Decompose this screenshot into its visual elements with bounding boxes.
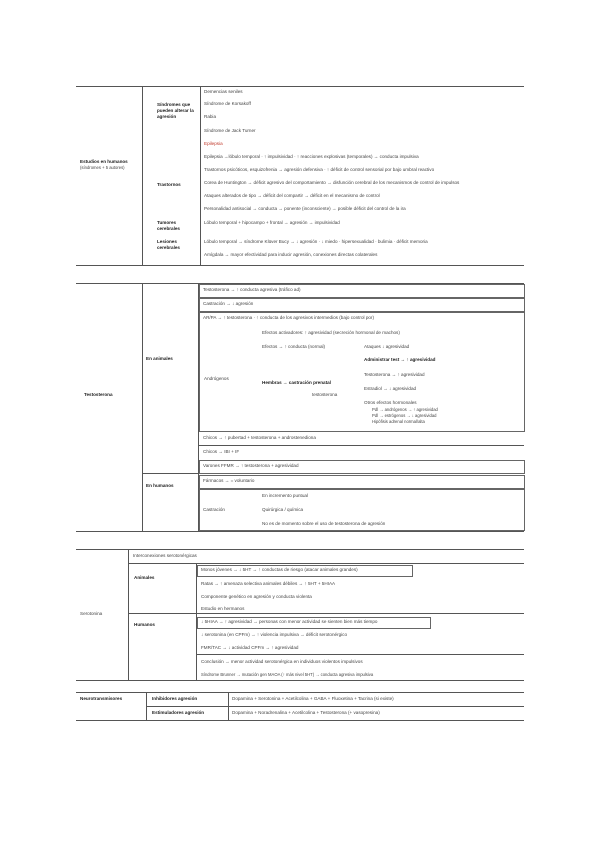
- sec3-animal-row-text: Estudio en hermanos: [201, 606, 245, 611]
- sec1-root-sub: (síndromes + 5 autores): [80, 165, 125, 170]
- sec3-intro: Interconexiones serotonérgicas: [133, 553, 197, 558]
- sec3-human-row-text: ↓ serotonina (en CPFm) → ↑ violencia impulsiva → déficit serotonérgico: [201, 632, 348, 637]
- sec3-animals-label: Animales: [134, 575, 155, 580]
- androgens-label: Andrógenos: [204, 376, 229, 381]
- sec3-animal-row-text: Monos jóvenes → ↓ 5HT → ↑ conductas de riesgo (atacar animales grandes): [201, 567, 358, 572]
- sec3-humans-label: Humanos: [134, 622, 155, 627]
- castration-label: Castración: [203, 507, 225, 512]
- andro-sub: Estradiol → ↓ agresividad: [364, 386, 417, 391]
- castration-item: No es de momento sobre el uso de testosterona de agresión: [262, 521, 386, 526]
- animals-row-text: Testosterona → ↑ conducta agresiva (tráfico ad): [203, 287, 301, 292]
- animals-row-text: AR/PA → ↑ testosterona · ↑ conducta de los agresivos intermedios (bajo control por): [203, 315, 374, 320]
- castration-item: En incremento puntual: [262, 493, 308, 498]
- sec1-line: Corea de Huntington → déficit agresivo del comportamiento → disfunción cerebral de los mecanismos de control de impulsos: [204, 180, 460, 185]
- andro-sub: Efectos → ↑ conducta (normal): [262, 344, 326, 349]
- sec3-animal-row-text: Ratas → ↑ amenaza selectiva animales débiles → ↑ 5HT + 5HIAA: [201, 581, 336, 586]
- sec3-human-row-text: FMR/TAC → ↓ actividad CPFm → ↑ agresividad: [201, 645, 299, 650]
- animals-row-text: Castración → ↓ agresión: [203, 301, 254, 306]
- sec1-line: Personalidad antisocial → conducta → ponente (inconsciente) → posible déficit del control de la ira: [204, 206, 406, 211]
- andro-sub: Ataques ↓ agresividad: [364, 344, 410, 349]
- syndrome-item: Epilepsia: [204, 141, 223, 146]
- andro-sub: Hipófisis adrenal normal/alta: [372, 419, 425, 424]
- sec1-line: Lóbulo temporal + hipocampo + frontal → agresión → impulsividad: [204, 220, 340, 225]
- syndrome-item: Síndrome de Jack Turner: [204, 128, 256, 133]
- andro-sub: Testosterona → ↑ agresividad: [364, 372, 425, 377]
- sec1-group-disorders: Trastornos: [157, 182, 181, 187]
- sec1-root-label: Estudios en humanos: [80, 159, 128, 164]
- humans-row-text: Varones FFMR → ↑ testosterona + agresividad: [203, 463, 299, 468]
- andro-sub: Efectos activadores: ↑ agresividad (secreción hormonal de machos): [262, 330, 400, 335]
- sec2-root-label: Testosterona: [84, 392, 113, 397]
- chicos-row: Chicos → ↑ pubertad + testosterona + androstenediona: [203, 435, 316, 440]
- humans-row-text: Fármacos → = voluntario: [203, 478, 255, 483]
- sec3-human-row-text: ↓ 5HIAA → ↑ agresividad → personas con menor actividad se sienten bien más tiempo: [201, 619, 378, 624]
- sec1-line: Trastornos psicóticos, esquizofrenia → agresión defensiva · ↑ déficit de control sensorial por bajo umbral reactivo: [204, 167, 435, 172]
- sec3-human-row-text: Conclusión → menor actividad serotonérgica en individuos violentos impulsivos: [201, 659, 363, 664]
- sec2-humans-label: En humanos: [146, 483, 174, 488]
- sec1-group-syndromes: Síndromes que pueden alterar la agresión: [157, 102, 194, 119]
- sec2-animals-label: En animales: [146, 356, 173, 361]
- sec1-line: Lóbulo temporal → síndrome Klüver Bucy → ↓ agresión · ↓ miedo · hipersexualidad · bulimia · déficit memoria: [204, 239, 428, 244]
- andro-sub: testosterona: [312, 392, 338, 397]
- andro-sub: Administrar test → ↑ agresividad: [364, 357, 436, 362]
- syndrome-item: Rabia: [204, 114, 217, 119]
- sec1-group-tumors: Tumores cerebrales: [157, 220, 180, 231]
- sec1-line: Ataques alterados de tipo → déficit del compartir → déficit en el mecanismo de control: [204, 193, 380, 198]
- sec1-line: Epilepsia →lóbulo temporal · ↑ impulsividad · ↑ reacciones explosivas (temporales) → conducta impulsiva: [204, 154, 419, 159]
- sec4-row-text: Dopamina + Serotonina + Acetilcolina + GABA + Fluoxetina + Tacrina (si existe): [232, 696, 394, 701]
- andro-sub: Hembras → castración prenatal: [262, 380, 331, 385]
- sec4-root-label: Neurotransmisores: [80, 696, 123, 701]
- syndrome-item: Síndrome de Korsakoff: [204, 101, 251, 106]
- syndrome-item: Demencias seniles: [204, 89, 243, 94]
- sec4-row-text: Dopamina + Noradrenalina + Acetilcolina + Testosterona (+ vasopresina): [232, 710, 380, 715]
- castration-item: Quirúrgica / química: [262, 507, 304, 512]
- sec1-group-lesions: Lesiones cerebrales: [157, 239, 180, 250]
- andro-sub: Pdl → andrógenos → ↑ agresividad: [372, 407, 438, 412]
- andro-sub: Otros efectos hormonales: [364, 400, 417, 405]
- sec4-row-label: Inhibidores agresión: [152, 696, 198, 701]
- sec3-human-row-text: Síndrome Brunner → mutación gen MAOA (↑ más nivel 5HT) → conducta agresiva impulsiva: [201, 672, 374, 677]
- sec1-line: Amígdala → mayor efectividad para inducir agresión, conexiones directas colaterales: [204, 252, 378, 257]
- andro-sub: Pdl → estrógenos → ↓ agresividad: [372, 413, 437, 418]
- sec3-animal-row-text: Componente genético en agresión y conducta violenta: [201, 594, 312, 599]
- sec3-root-label: Serotonina: [80, 611, 103, 616]
- chicos-row: Chicos → IBI + IF: [203, 449, 240, 454]
- sec4-row-label: Estimuladores agresión: [152, 710, 205, 715]
